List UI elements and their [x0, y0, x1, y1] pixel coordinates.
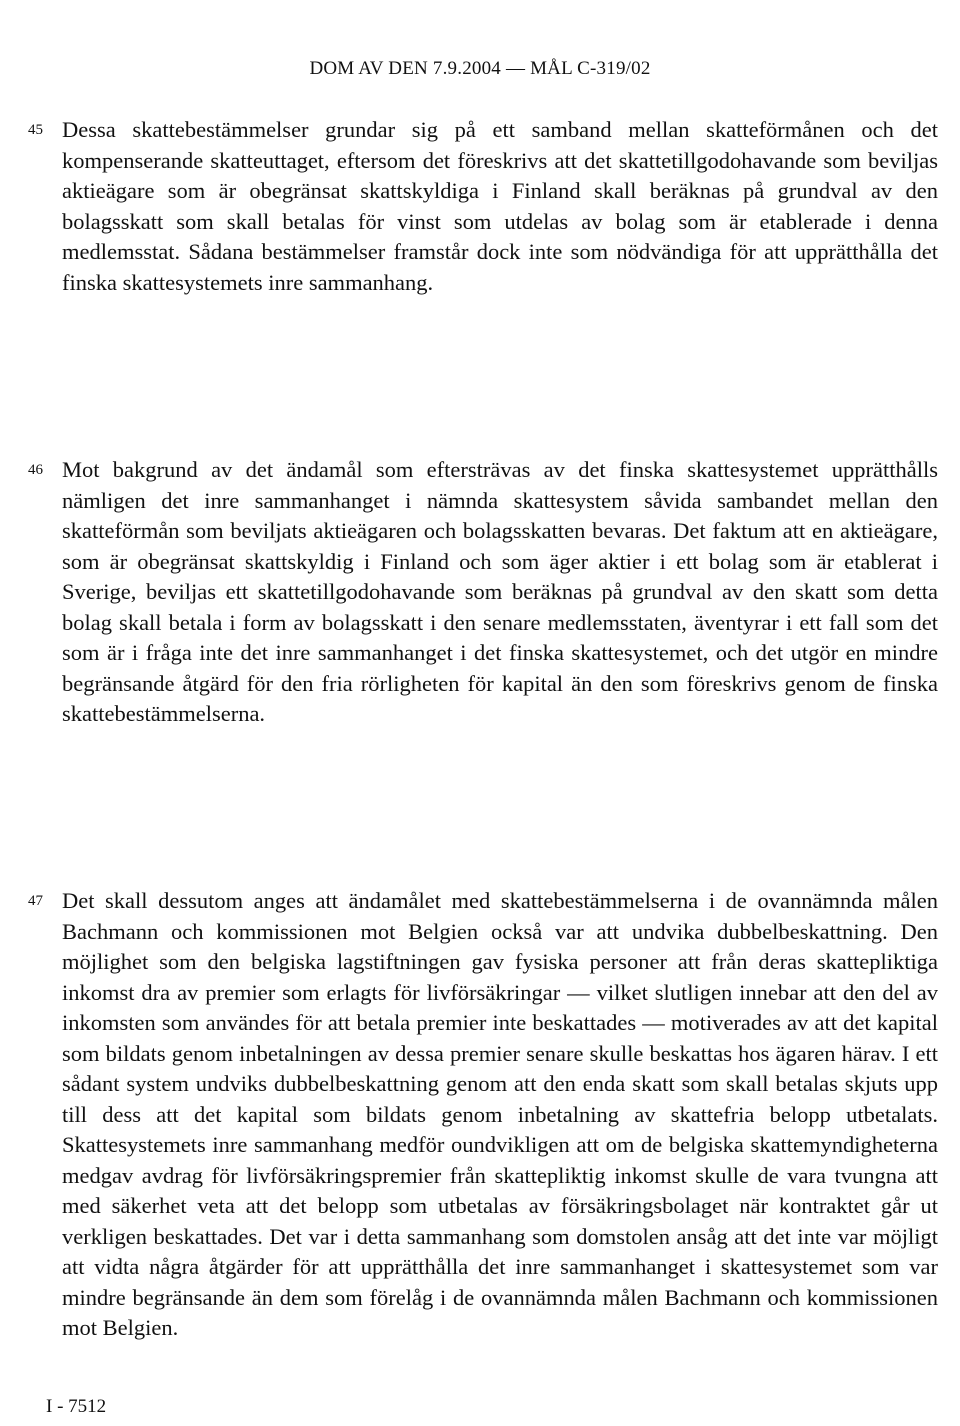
paragraph-text: Mot bakgrund av det ändamål som eftersträvas av det finska skattesystemet upprätthålls nämligen det inre sammanhanget i nämnda skattesystem såvida sambandet mellan den skatteförmån som beviljats aktieägaren och bolagsskatten bevaras. Det faktum att en aktieägare, som är obegränsat skattskyldig i Finland och som äger aktier i ett bolag som är etablerat i Sverige, beviljas ett skattetillgodohavande som beräknas på grundval av den skatt som detta bolag skall betala i form av bolagsskatt i den senare medlemsstaten, äventyrar i ett fall som det som är i fråga inte det inre sammanhanget i det finska skattesystemet, och det utgör en mindre begränsande åtgärd för den fria rörligheten för kapital än den som föreskrivs genom de finska skattebestämmelserna.: [62, 457, 938, 726]
paragraph-number: 46: [28, 462, 43, 478]
paragraph-text: Dessa skattebestämmelser grundar sig på ett samband mellan skatteförmånen och det kompenserande skatteuttaget, eftersom det föreskrivs att det skattetillgodohavande som beviljas aktieägare som är obegränsat skattskyldiga i Finland skall beräknas på grundval av den bolagsskatt som skall betalas för vinst som utdelas av bolag som är etablerade i denna medlemsstat. Sådana bestämmelser framstår dock inte som nödvändiga för att upprätthålla det finska skattesystemets inre sammanhang.: [62, 117, 938, 295]
paragraph-number: 47: [28, 893, 43, 909]
paragraph-text: Det skall dessutom anges att ändamålet med skattebestämmelserna i de ovannämnda målen Bachmann och kommissionen mot Belgien också var att undvika dubbelbeskattning. Den möjlighet som den belgiska lagstiftningen gav fysiska personer att från deras skattepliktiga inkomst dra av premier som erlagts för livförsäkringar — vilket slutligen innebar att den del av inkomsten som användes för att betala premier inte beskattades — motiverades av att det kapital som bildats genom inbetalningen av dessa premier senare skulle beskattas hos ägaren härav. I ett sådant system undviks dubbelbeskattning genom att den enda skatt som skall betalas skjuts upp till dess att det kapital som bildats genom inbetalning av skattefria belopp utbetalats. Skattesystemets inre sammanhang medför oundvikligen att om de belgiska skattemyndigheterna medgav avdrag för livförsäkringspremier från skattepliktig inkomst skulle de vara tvungna att med säkerhet veta att det belopp som utbetalas av försäkringsbolaget när kontraktet går ut verkligen beskattades. Det var i detta sammanhang som domstolen ansåg att det inte var möjligt att vidta några åtgärder för att upprätthålla det inre sammanhanget i skattesystemet som var mindre begränsande än dem som förelåg i de ovannämnda målen Bachmann och kommissionen mot Belgien.: [62, 888, 938, 1340]
paragraph-number: 45: [28, 122, 43, 138]
running-header: DOM AV DEN 7.9.2004 — MÅL C-319/02: [309, 58, 651, 79]
page-number: I - 7512: [46, 1396, 107, 1417]
